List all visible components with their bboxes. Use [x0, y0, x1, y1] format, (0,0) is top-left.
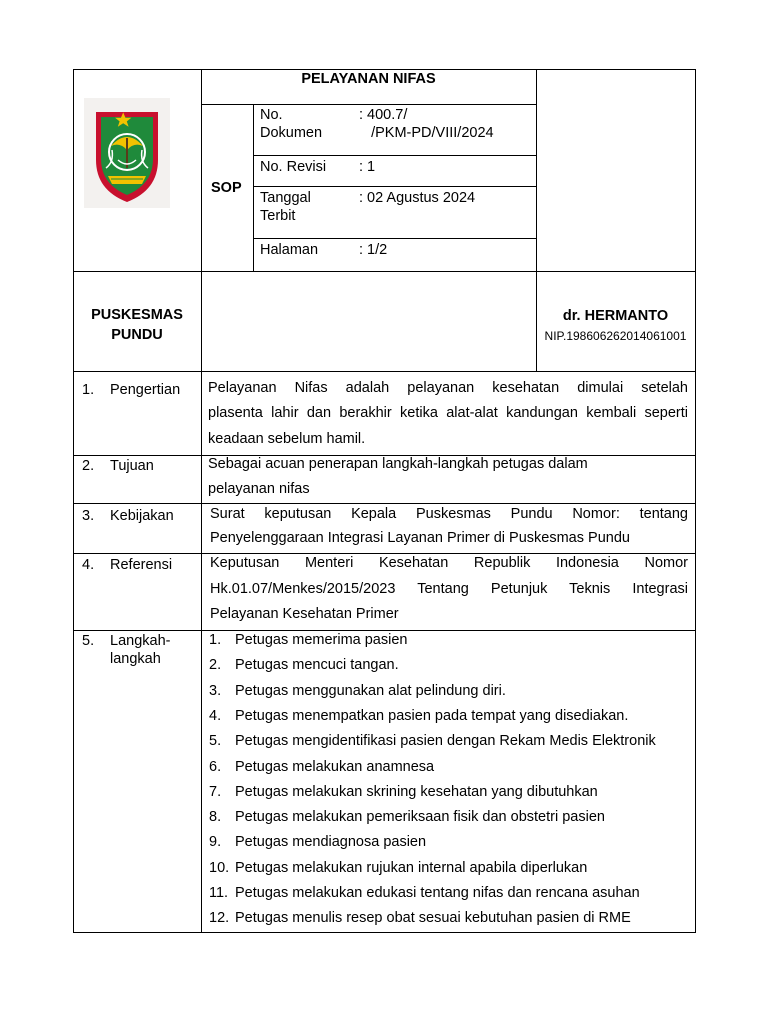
section-text-line: Surat keputusan Kepala Puskesmas Pundu Nomor: tentang — [210, 506, 688, 522]
list-item-text: Petugas mendiagnosa pasien — [235, 834, 427, 851]
list-item — [209, 656, 689, 676]
section-text-line: Penyelenggaraan Integrasi Layanan Primer di Puskesmas Pundu — [210, 530, 630, 546]
section-text-line: Keputusan Menteri Kesehatan Republik Indonesia Nomor — [210, 555, 688, 571]
section-label-pengertian: Pengertian — [110, 382, 181, 398]
list-item-number: 5. — [209, 733, 222, 750]
column-divider — [201, 69, 202, 933]
meta-divider — [253, 238, 536, 239]
list-item — [209, 833, 689, 853]
list-item — [209, 682, 689, 702]
list-item-number: 8. — [209, 809, 222, 826]
regency-shield-emblem-icon — [84, 98, 170, 208]
table-border-right — [695, 69, 696, 933]
list-item-text: Petugas memerima pasien — [235, 632, 408, 648]
list-item-text: Petugas melakukan pemeriksaan fisik dan obstetri pasien — [235, 809, 605, 826]
list-item — [209, 909, 689, 929]
meta-value-page: : 1/2 — [359, 242, 388, 258]
meta-value-issue-date: : 02 Agustus 2024 — [359, 190, 476, 206]
header-bottom-divider — [73, 271, 696, 272]
list-item-text: Petugas menulis resep obat sesuai kebutuhan pasien di RME — [235, 910, 631, 927]
list-item-number: 6. — [209, 758, 222, 775]
steps-list — [209, 631, 689, 931]
list-item — [209, 631, 689, 651]
meta-label-issue-date: Tanggal Terbit — [260, 190, 311, 224]
list-item — [209, 732, 689, 752]
meta-value-revision: : 1 — [359, 159, 376, 175]
list-item-number: 10. — [209, 859, 230, 876]
list-item — [209, 884, 689, 904]
meta-label-page: Halaman — [260, 242, 319, 258]
section-label-tujuan: Tujuan — [110, 458, 154, 474]
list-item-number: 2. — [209, 657, 222, 674]
meta-label-document-number: No. Dokumen — [260, 107, 323, 141]
list-item-text: Petugas melakukan edukasi tentang nifas dan rencana asuhan — [235, 885, 640, 901]
regency-logo — [84, 98, 170, 208]
list-item — [209, 707, 689, 727]
list-item — [209, 808, 689, 828]
list-item-text: Petugas melakukan rujukan internal apabila diperlukan — [235, 859, 588, 876]
section-text-line: keadaan sebelum hamil. — [208, 431, 366, 447]
title-row-divider — [201, 104, 536, 105]
section-number: 4. — [82, 557, 95, 573]
document-title: PELAYANAN NIFAS — [301, 71, 436, 87]
list-item-number: 1. — [209, 632, 222, 648]
table-border-bottom — [73, 932, 696, 933]
section-label-referensi: Referensi — [110, 557, 173, 573]
section-text-line: plasenta lahir dan berakhir ketika alat-alat kandungan kembali seperti — [208, 405, 688, 421]
head-nip: NIP.198606262014061001 — [544, 329, 687, 343]
list-item-text: Petugas melakukan anamnesa — [235, 758, 435, 775]
list-item-number: 3. — [209, 682, 222, 699]
section-text-line: pelayanan nifas — [208, 481, 310, 497]
sop-label: SOP — [211, 180, 242, 196]
list-item-text: Petugas mengidentifikasi pasien dengan Rekam Medis Elektronik — [235, 733, 656, 750]
section-text-line: Hk.01.07/Menkes/2015/2023 Tentang Petunjuk Teknis Integrasi — [210, 581, 688, 597]
section-label-langkah: Langkah- langkah — [110, 633, 171, 667]
list-item-number: 11. — [209, 885, 229, 901]
column-divider-right — [536, 69, 537, 371]
meta-divider — [253, 155, 536, 156]
list-item-text: Petugas menempatkan pasien pada tempat yang disediakan. — [235, 707, 629, 724]
list-item-number: 12. — [209, 910, 230, 927]
organization-name-line1: PUSKESMAS — [91, 307, 183, 323]
list-item — [209, 758, 689, 778]
section-text-line: Pelayanan Nifas adalah pelayanan kesehatan dimulai setelah — [208, 380, 688, 396]
section-number: 1. — [82, 382, 95, 398]
list-item-text: Petugas melakukan skrining kesehatan yang dibutuhkan — [235, 783, 598, 800]
list-item-number: 9. — [209, 834, 222, 851]
table-border-left — [73, 69, 74, 933]
meta-label-revision: No. Revisi — [260, 159, 327, 175]
head-name: dr. HERMANTO — [562, 308, 669, 324]
section-number: 3. — [82, 508, 95, 524]
list-item — [209, 783, 689, 803]
meta-value-document-number: : 400.7/ /PKM-PD/VIII/2024 — [359, 107, 494, 141]
meta-divider — [253, 186, 536, 187]
organization-name-line2: PUNDU — [111, 327, 163, 343]
section-text-line: Pelayanan Kesehatan Primer — [210, 606, 399, 622]
sop-divider — [253, 104, 254, 271]
section-number: 5. — [82, 633, 95, 649]
signature-row-divider — [73, 371, 696, 372]
list-item-number: 4. — [209, 707, 222, 724]
section-number: 2. — [82, 458, 95, 474]
section-text-line: Sebagai acuan penerapan langkah-langkah petugas dalam — [208, 456, 588, 472]
list-item-text: Petugas menggunakan alat pelindung diri. — [235, 682, 506, 699]
list-item — [209, 859, 689, 879]
list-item-number: 7. — [209, 783, 222, 800]
section-label-kebijakan: Kebijakan — [110, 508, 174, 524]
list-item-text: Petugas mencuci tangan. — [235, 657, 399, 674]
